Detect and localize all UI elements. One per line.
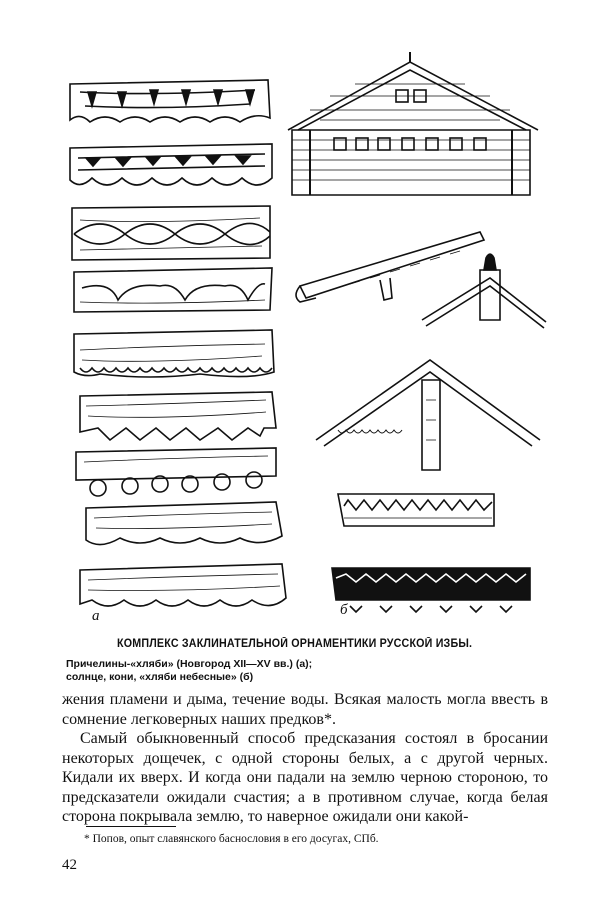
plank-8 (86, 502, 282, 545)
figure-label-b: б (340, 602, 348, 618)
caption-line-1: Причелины-«хляби» (Новгород XII—XV вв.) (а); (66, 658, 313, 670)
gable-peak-small (422, 254, 546, 328)
body-text (62, 690, 548, 827)
plank-3 (72, 206, 270, 260)
plank-6 (80, 392, 276, 440)
paragraph-1: жения пламени и дыма, течение воды. Всякая малость могла ввесть в сомнение легковерных наших предков*. (62, 691, 548, 728)
horse-finial-beam (296, 232, 484, 302)
footnote: * Попов, опыт славянского баснословия в его досугах, СПб. (84, 833, 379, 845)
plank-9 (80, 564, 286, 606)
footnote-rule (86, 826, 176, 827)
plank-7 (76, 448, 276, 496)
paragraph-2: Самый обыкновенный способ предсказания состоял в бросании некоторых дощечек, с одной стороны белых, а с другой черных. Кидали их вверх. И когда они падали на землю черною стороною, то предсказатели ожидали счастия; а в противном случае, когда белая сторона покрывала землю, то наверное ожидали они какой- (62, 730, 548, 825)
figure-label-a: а (92, 608, 100, 624)
cornice-board-2 (332, 568, 530, 612)
caption-line-2: солнце, кони, «хляби небесные» (б) (66, 671, 254, 683)
cornice-board-1 (338, 494, 494, 526)
plank-1 (70, 80, 270, 122)
page-number: 42 (62, 857, 77, 873)
plank-4 (74, 268, 272, 312)
caption-title: КОМПЛЕКС ЗАКЛИНАТЕЛЬНОЙ ОРНАМЕНТИКИ РУССКОЙ ИЗБЫ. (117, 638, 473, 650)
log-house (288, 52, 538, 195)
gable-peak-large (316, 360, 540, 470)
plank-2 (70, 144, 272, 185)
plank-5 (74, 330, 274, 377)
